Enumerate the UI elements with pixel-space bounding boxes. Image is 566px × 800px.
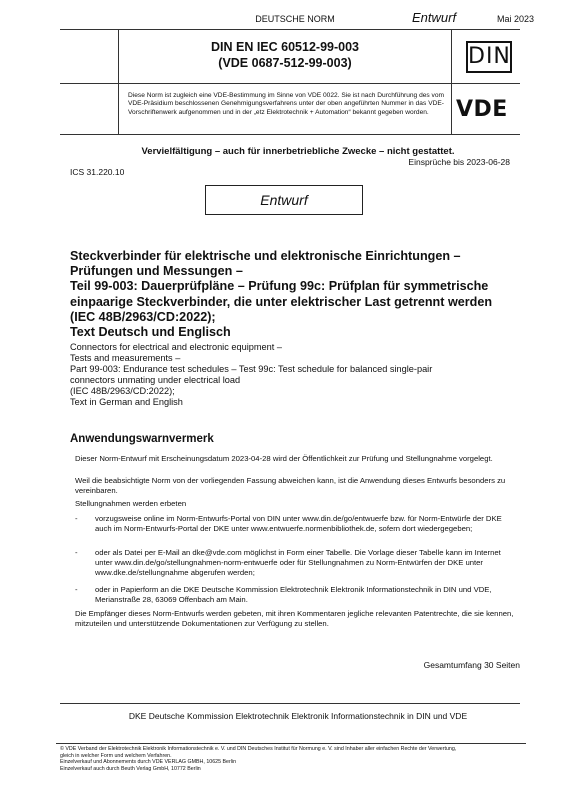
title-english-line: (IEC 48B/2963/CD:2022); xyxy=(70,386,175,396)
total-pages: Gesamtumfang 30 Seiten xyxy=(423,660,520,670)
title-english xyxy=(70,342,530,408)
header-left-divider xyxy=(118,29,119,134)
list-dash: - xyxy=(75,548,78,557)
ics-code: ICS 31.220.10 xyxy=(70,167,125,177)
reproduction-note: Vervielfältigung – auch für innerbetriebliche Zwecke – nicht gestattet. xyxy=(141,146,455,157)
list-dash: - xyxy=(75,585,78,594)
title-german-line: (IEC 48B/2963/CD:2022); xyxy=(70,309,216,324)
title-german-line: Prüfungen und Messungen – xyxy=(70,264,243,279)
list-item-paper: oder in Papierform an die DKE Deutsche Kommission Elektrotechnik Elektronik Informationstechnik in DIN und VDE, Merianstraße 28, 63069 Offenbach am Main. xyxy=(95,585,492,604)
footer-rule xyxy=(56,743,526,744)
footer-line: Einzelverkauf auch durch Beuth Verlag GmbH, 10772 Berlin xyxy=(60,765,201,772)
header-right-divider xyxy=(451,29,452,134)
title-german-line: Steckverbinder für elektrische und elektronische Einrichtungen – xyxy=(70,249,461,263)
din-logo: DIN xyxy=(466,41,512,73)
title-german-line: Text Deutsch und Englisch xyxy=(70,325,231,340)
title-german-line: Teil 99-003: Dauerprüfpläne – Prüfung 99c: Prüfplan für symmetrische xyxy=(70,279,489,294)
list-item-email: oder als Datei per E-Mail an dke@vde.com möglichst in Form einer Tabelle. Die Vorlage dieser Tabelle kann im Internet unter www.din.de/go/stellungnahmen-norm-entwuerfe oder für Stellungnahmen zu Norm-Entwürfen der DKE unter www.dke.de/stellungnahme abgerufen werden; xyxy=(95,548,501,577)
title-english-line: Tests and measurements – xyxy=(70,353,181,363)
document-type-label: DEUTSCHE NORM xyxy=(255,14,335,24)
warning-paragraph-2: Weil die beabsichtigte Norm von der vorliegenden Fassung abweichen kann, ist die Anwendung dieses Entwurfs besonders zu vereinbaren. xyxy=(75,476,506,495)
footer-line: Einzelverkauf und Abonnements durch VDE VERLAG GMBH, 10625 Berlin xyxy=(60,759,237,765)
title-english-line: Part 99-003: Endurance test schedules – Test 99c: Test schedule for balanced single-pair xyxy=(70,364,433,374)
list-item-online: vorzugsweise online im Norm-Entwurfs-Portal von DIN unter www.din.de/go/entwuerfe bzw. für Norm-Entwürfe der DKE auch im Norm-Entwurfs-Portal der DKE unter www.entwuerfe.normenbibliothek.de, sofern dort wiedergegeben; xyxy=(95,514,502,533)
vde-regulation-note: Diese Norm ist zugleich eine VDE-Bestimmung im Sinne von VDE 0022. Sie ist nach Durchführung des vom VDE-Präsidium beschlossenen Genehmigungsverfahrens unter der oben angeführten Nummer in das VDE-Vorschriftenwerk aufgenommen und in der „etz Elektrotechnik + Automation“ bekannt gegeben worden. xyxy=(128,92,444,116)
footer-line: © VDE Verband der Elektrotechnik Elektronik Informationstechnik e. V. und DIN Deutsches Institut für Normung e. V. sind Inhaber aller einfachen Rechte der Verwertung, xyxy=(60,746,457,752)
dke-line: DKE Deutsche Kommission Elektrotechnik Elektronik Informationstechnik in DIN und VDE xyxy=(128,711,468,721)
objections-deadline: Einsprüche bis 2023-06-28 xyxy=(408,157,510,167)
norm-number-vde: (VDE 0687-512-99-003) xyxy=(218,56,352,70)
footer-line: gleich in welcher Form und welchem Verfahren. xyxy=(60,752,172,759)
warning-paragraph-1: Dieser Norm-Entwurf mit Erscheinungsdatum 2023-04-28 wird der Öffentlichkeit zur Prüfung und Stellungnahme vorgelegt. xyxy=(75,454,493,463)
vde-logo: VDE xyxy=(456,97,508,122)
header-bottom-rule xyxy=(60,134,520,135)
title-english-line: Text in German and English xyxy=(70,397,183,407)
title-english-line: connectors unmating under electrical load xyxy=(70,375,241,385)
title-german-line: einpaarige Steckverbinder, die unter elektrischer Last getrennt werden xyxy=(70,294,493,309)
draft-box: Entwurf xyxy=(205,185,363,215)
warning-heading: Anwendungswarnvermerk xyxy=(70,433,214,445)
list-dash: - xyxy=(75,514,78,523)
warning-paragraph-4: Die Empfänger dieses Norm-Entwurfs werden gebeten, mit ihren Kommentaren jegliche relevanten Patentrechte, die sie kennen, mitzuteilen und unterstützende Dokumentationen zur Verfügung zu stellen. xyxy=(75,609,514,628)
status-label: Entwurf xyxy=(412,10,457,25)
publication-date: Mai 2023 xyxy=(497,14,535,24)
norm-number xyxy=(120,39,450,71)
dke-top-rule xyxy=(60,703,520,704)
title-german xyxy=(70,249,530,340)
title-english-line: Connectors for electrical and electronic equipment – xyxy=(70,342,282,352)
norm-number-din: DIN EN IEC 60512-99-003 xyxy=(211,40,359,54)
copyright-footer xyxy=(60,746,540,772)
warning-paragraph-3: Stellungnahmen werden erbeten xyxy=(75,499,187,508)
